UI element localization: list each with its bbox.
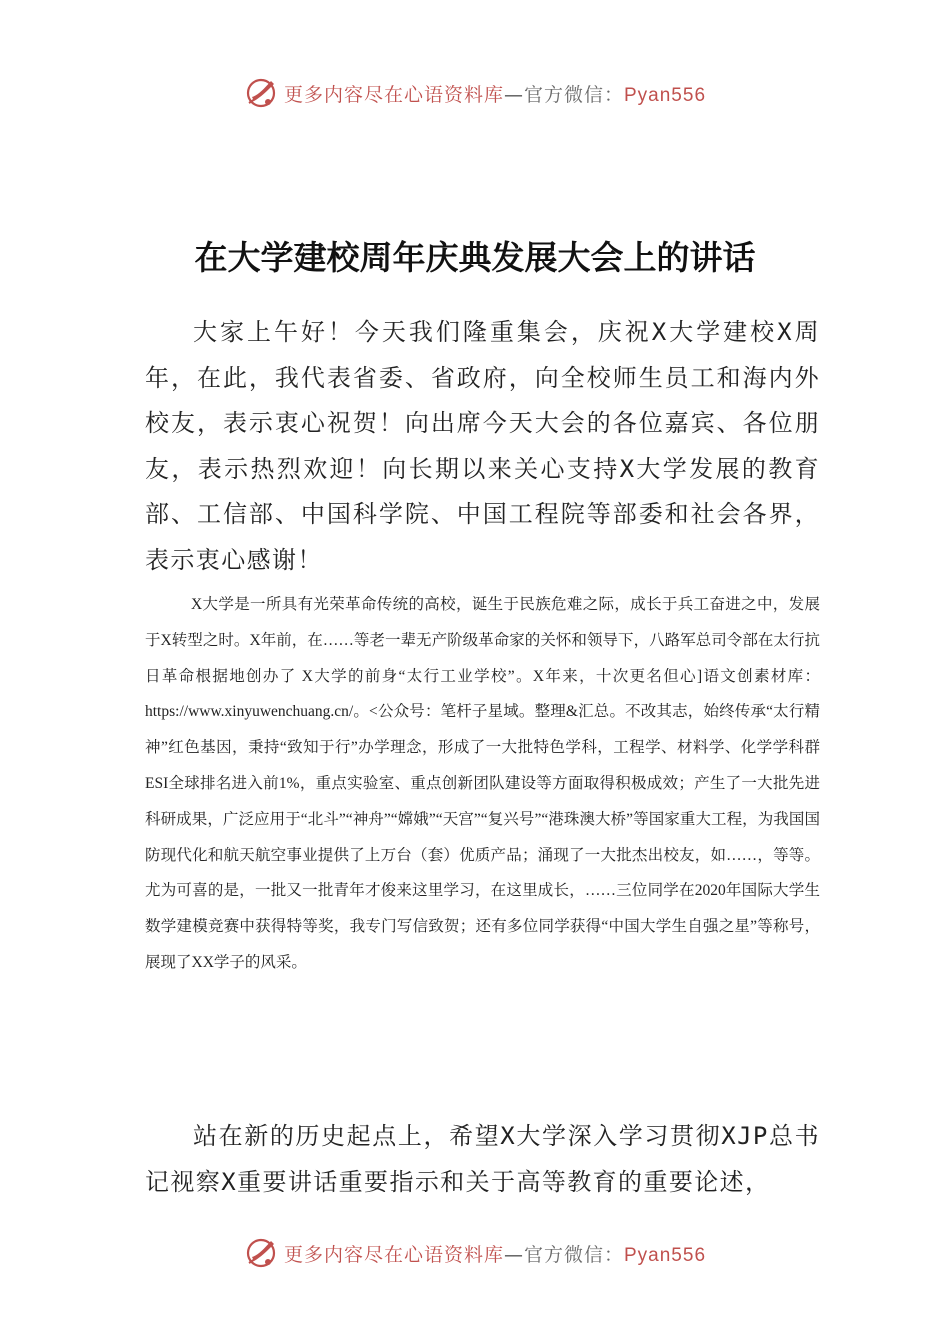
footer-banner [0,1233,950,1273]
paragraph-opening: 大家上午好！今天我们隆重集会，庆祝X大学建校X周年，在此，我代表省委、省政府，向全校师生员工和海内外校友，表示衷心祝贺！向出席今天大会的各位嘉宾、各位朋友，表示热烈欢迎！向长期以来关心支持X大学发展的教育部、工信部、中国科学院、中国工程院等部委和社会各界，表示衷心感谢！ [145,318,820,574]
banner-text: 更多内容尽在心语资料库—官方微信：Pyan556 [283,83,707,106]
document-title: 在大学建校周年庆典发展大会上的讲话 [194,238,756,277]
paragraph-history: X大学是一所具有光荣革命传统的高校，诞生于民族危难之际，成长于兵工奋进之中，发展于X转型之时。X年前，在……等老一辈无产阶级革命家的关怀和领导下，八路军总司令部在太行抗日革命根据地创办了 X大学的前身“太行工业学校”。X年来，十次更名但心]语文创素材库：https://www.xinyuwenchuang.cn/。<公众号：笔杆子星域。整理&汇总。不改其志，始终传承“太行精神”红色基因，秉持“致知于行”办学理念，形成了一大批特色学科，工程学、材料学、化学学科群ESI全球排名进入前1%，重点实验室、重点创新团队建设等方面取得积极成效；产生了一大批先进科研成果，广泛应用于“北斗”“神舟”“嫦娥”“天宫”“复兴号”“港珠澳大桥”等国家重大工程，为我国国防现代化和航天航空事业提供了上万台（套）优质产品；涌现了一大批杰出校友，如……，等等。尤为可喜的是，一批又一批青年才俊来这里学习，在这里成长，……三位同学在2020年国际大学生数学建模竞赛中获得特等奖，我专门写信致贺；还有多位同学获得“中国大学生自强之星”等称号，展现了XX学子的风采。 [145,596,820,971]
pen-logo-icon [244,1235,280,1271]
banner-text: 更多内容尽在心语资料库—官方微信：Pyan556 [283,1243,707,1266]
pen-logo-icon [244,75,280,111]
header-banner [0,73,950,113]
paragraph-future: 站在新的历史起点上，希望X大学深入学习贯彻XJP总书记视察X重要讲话重要指示和关于高等教育的重要论述， [145,1122,820,1196]
